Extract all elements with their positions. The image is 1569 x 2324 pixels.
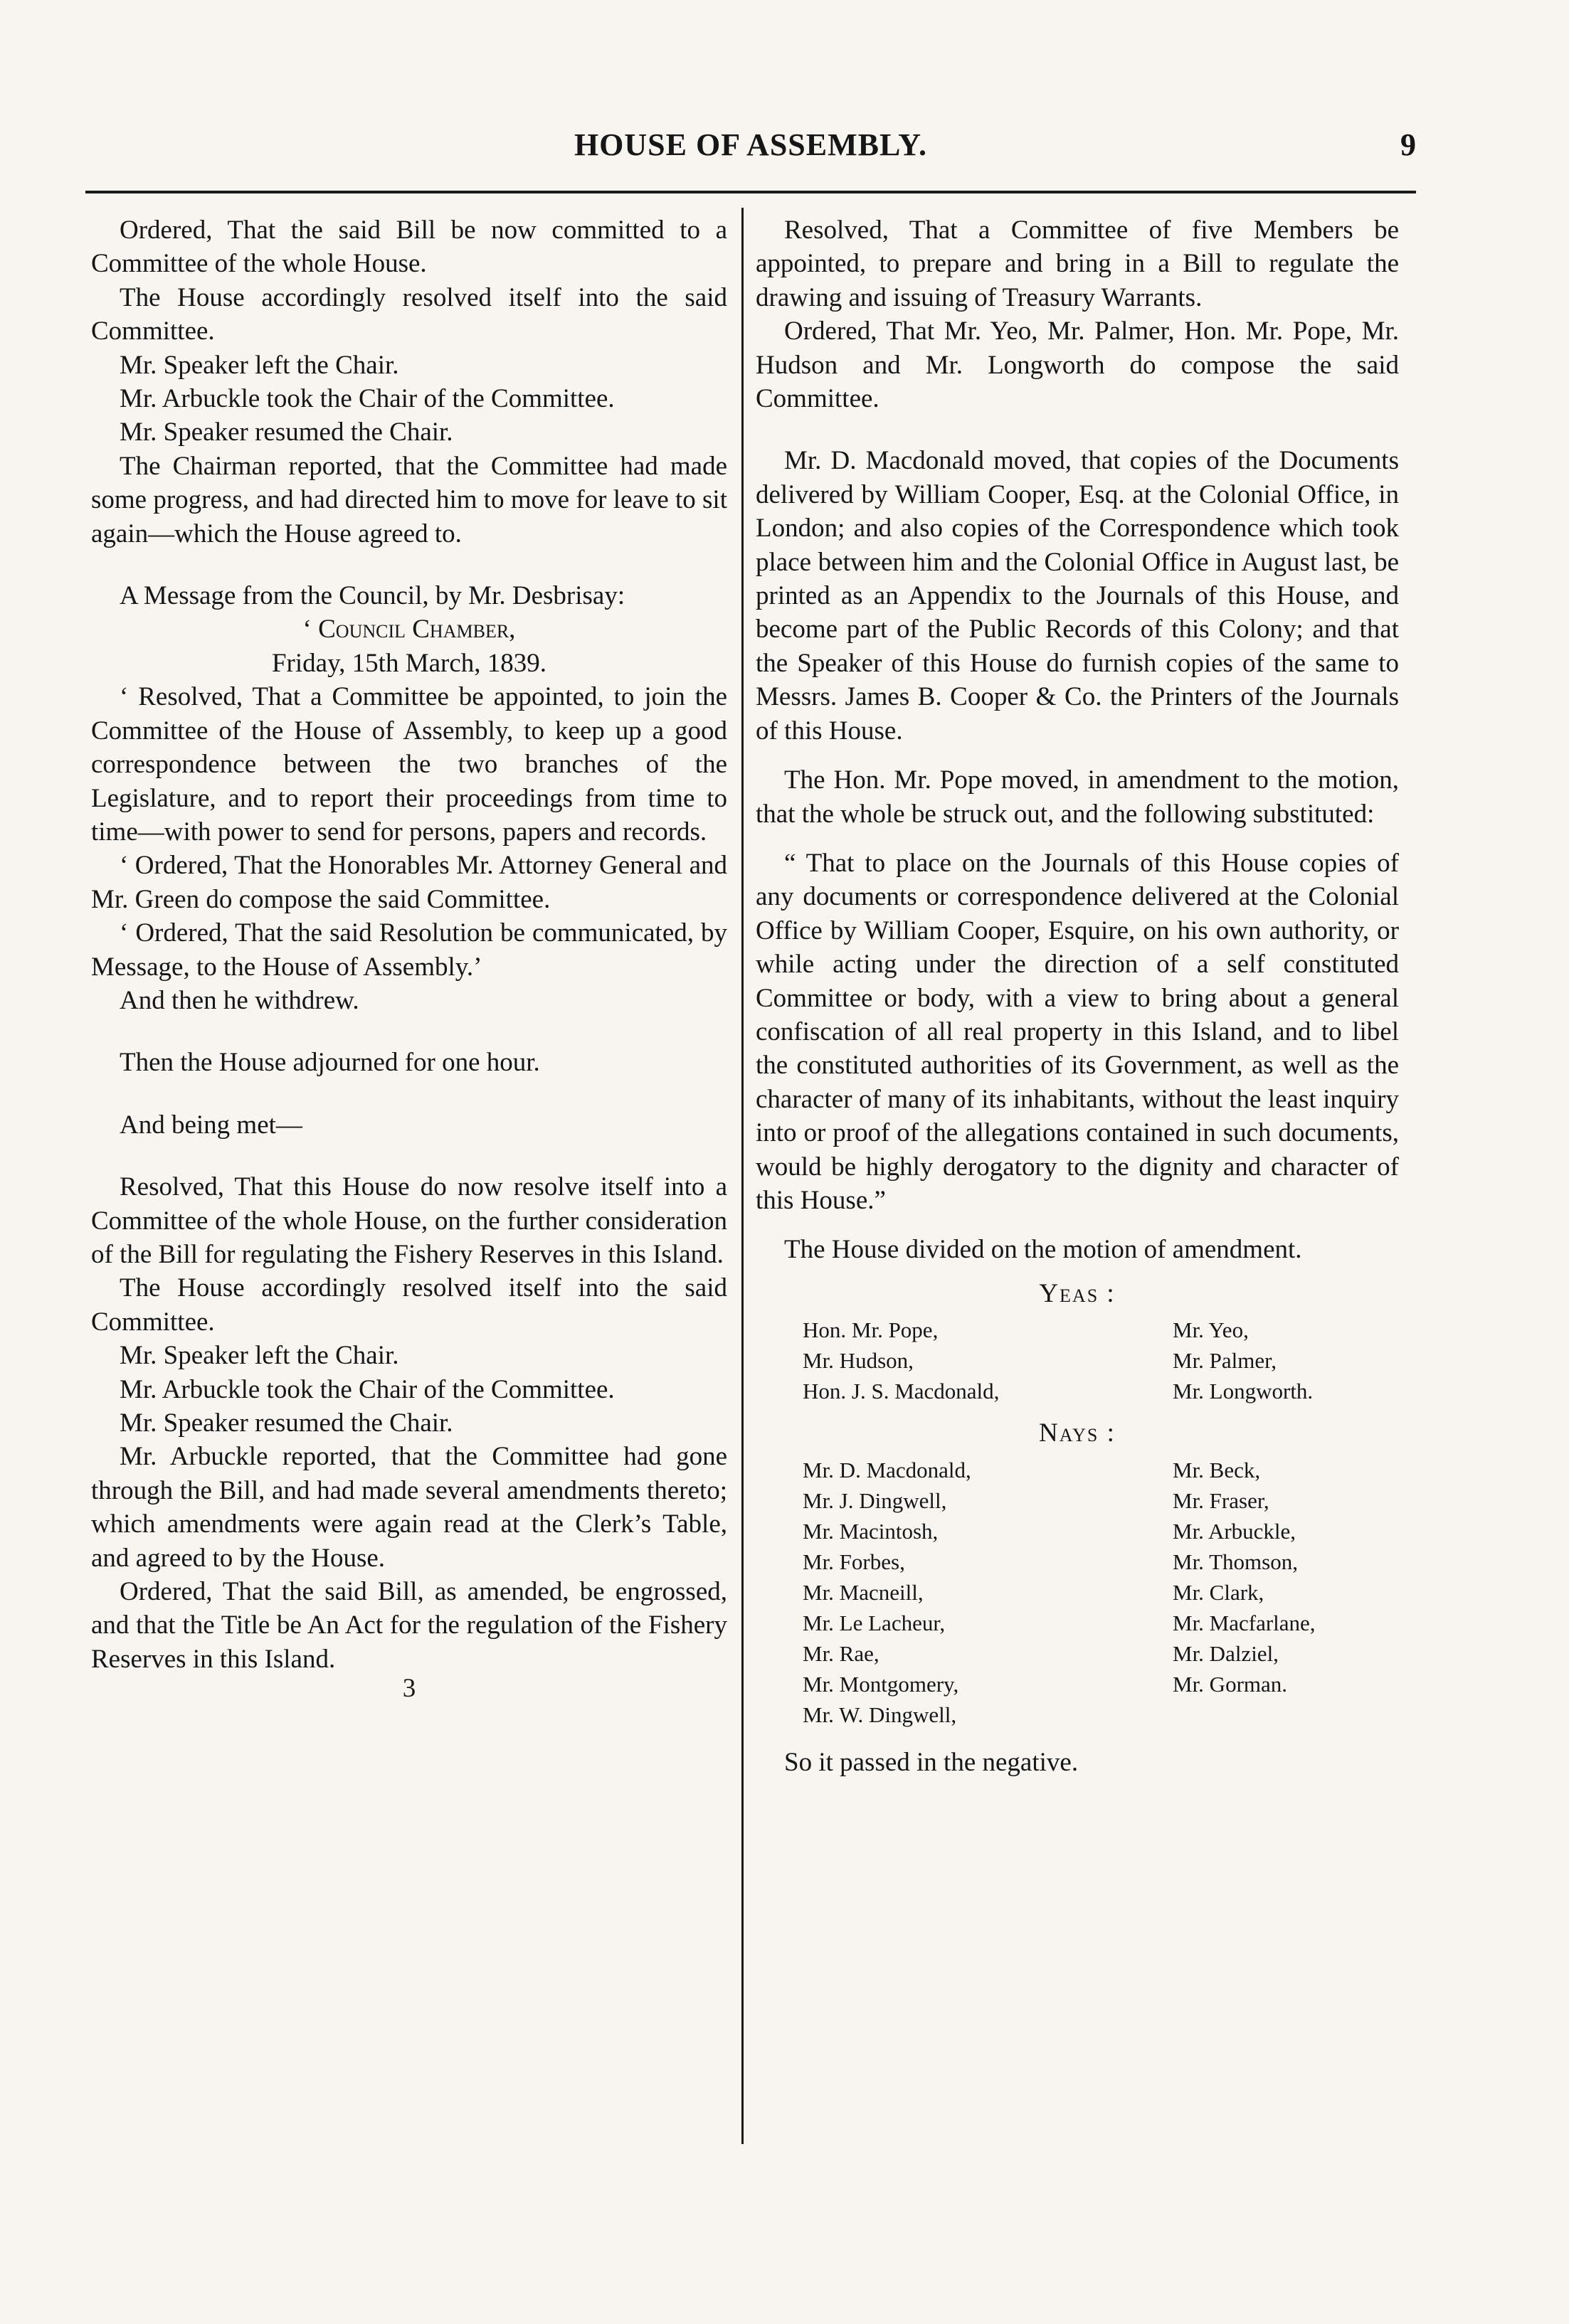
table-cell: Mr. Palmer, [1173, 1348, 1277, 1374]
table-cell: Mr. Dalziel, [1173, 1640, 1279, 1666]
paragraph: The House accordingly resolved itself into the said Committee. [91, 1273, 727, 1337]
yeas-table [756, 1315, 1399, 1406]
right-column [756, 213, 1399, 1779]
council-chamber-heading: ‘ Council Chamber, [302, 615, 516, 644]
paragraph: A Message from the Council, by Mr. Desbrisay: [120, 581, 625, 611]
paragraph: ‘ Ordered, That the Honorables Mr. Attorney General and Mr. Green do compose the said Committee. [91, 851, 727, 914]
table-cell: Mr. Gorman. [1173, 1671, 1288, 1697]
paragraph: Resolved, That this House do now resolve itself into a Committee of the whole House, on the further consideration of the Bill for regulating the Fishery Reserves in this Island. [91, 1172, 727, 1269]
paragraph: ‘ Ordered, That the said Resolution be communicated, by Message, to the House of Assembly.’ [91, 918, 727, 982]
paragraph: And then he withdrew. [120, 985, 359, 1015]
paragraph: Mr. D. Macdonald moved, that copies of the Documents delivered by William Cooper, Esq. at the Colonial Office, in London; and also copies of the Correspondence which took place between him and the Colonial Office in August last, be printed as an Appendix to the Journals of this House, and become part of the Public Records of this Colony; and that the Speaker of this House do furnish copies of the same to Messrs. James B. Cooper & Co. the Printers of the Journals of this House. [756, 446, 1399, 746]
paragraph: “ That to place on the Journals of this House copies of any documents or correspondence delivered at the Colonial Office by William Cooper, Esquire, on his own authority, or while acting under the direction of a self constituted Committee or body, with a view to bring about a general confiscation of all real property in this Island, and to libel the constituted authorities of its Government, as well as the character of many of its inhabitants, without the least inquiry into or proof of the allegations contained in such documents, would be highly derogatory to the dignity and character of this House.” [756, 848, 1399, 1215]
paragraph: The Hon. Mr. Pope moved, in amendment to the motion, that the whole be struck out, and the following substituted: [756, 765, 1399, 829]
table-row [756, 1699, 1399, 1730]
table-cell: Mr. Rae, [803, 1640, 879, 1666]
table-cell: Hon. J. S. Macdonald, [803, 1379, 1000, 1404]
table-row [756, 1376, 1399, 1406]
table-cell: Mr. Le Lacheur, [803, 1610, 946, 1635]
table-cell: Mr. Clark, [1173, 1579, 1264, 1605]
table-cell: Mr. Macneill, [803, 1579, 924, 1605]
nays-heading: Nays : [1039, 1418, 1116, 1448]
table-cell: Mr. Arbuckle, [1173, 1518, 1296, 1544]
paragraph: Resolved, That a Committee of five Members be appointed, to prepare and bring in a Bill to regulate the drawing and issuing of Treasury Warrants. [756, 216, 1399, 312]
table-cell: Mr. Hudson, [803, 1348, 914, 1374]
table-cell: Mr. D. Macdonald, [803, 1457, 971, 1482]
table-cell: Mr. Montgomery, [803, 1671, 959, 1697]
table-row [756, 1669, 1399, 1699]
paragraph: Mr. Arbuckle took the Chair of the Committee. [120, 384, 615, 414]
table-cell: Mr. Yeo, [1173, 1317, 1249, 1343]
table-row [756, 1516, 1399, 1546]
paragraph: Mr. Speaker left the Chair. [120, 350, 399, 380]
left-column [91, 213, 727, 1706]
paragraph: Ordered, That Mr. Yeo, Mr. Palmer, Hon. Mr. Pope, Mr. Hudson and Mr. Longworth do compose the said Committee. [756, 317, 1399, 414]
paragraph: The Chairman reported, that the Committee had made some progress, and had directed him to move for leave to sit again—which the House agreed to. [91, 451, 727, 548]
council-date: Friday, 15th March, 1839. [271, 648, 547, 678]
paragraph: Mr. Arbuckle took the Chair of the Committee. [120, 1374, 615, 1404]
table-cell: Mr. Fraser, [1173, 1487, 1269, 1513]
paragraph: Then the House adjourned for one hour. [120, 1048, 540, 1078]
table-cell: Mr. J. Dingwell, [803, 1487, 947, 1513]
header-rule [85, 191, 1416, 193]
paragraph: And being met— [120, 1110, 302, 1140]
table-row [756, 1315, 1399, 1345]
paragraph: Ordered, That the said Bill, as amended, be engrossed, and that the Title be An Act for the regulation of the Fishery Reserves in this Island. [91, 1577, 727, 1674]
table-row [756, 1485, 1399, 1516]
table-cell: Mr. W. Dingwell, [803, 1702, 957, 1727]
paragraph: The House accordingly resolved itself into the said Committee. [91, 282, 727, 346]
column-divider [741, 208, 744, 2144]
table-row [756, 1608, 1399, 1638]
yeas-heading: Yeas : [1039, 1278, 1116, 1308]
table-row [756, 1455, 1399, 1485]
paragraph: So it passed in the negative. [784, 1747, 1079, 1777]
table-cell: Mr. Macfarlane, [1173, 1610, 1316, 1635]
paragraph: The House divided on the motion of amendment. [784, 1235, 1302, 1265]
paragraph: Mr. Arbuckle reported, that the Committee had gone through the Bill, and had made several amendments thereto; which amendments were again read at the Clerk’s Table, and agreed to by the House. [91, 1442, 727, 1573]
nays-table [756, 1455, 1399, 1730]
page-header [85, 127, 1416, 169]
table-cell: Mr. Longworth. [1173, 1379, 1314, 1404]
table-cell: Hon. Mr. Pope, [803, 1317, 939, 1343]
table-cell [1173, 1699, 1399, 1730]
table-cell: Mr. Beck, [1173, 1457, 1261, 1482]
table-cell: Mr. Macintosh, [803, 1518, 939, 1544]
table-row [756, 1546, 1399, 1577]
table-cell: Mr. Forbes, [803, 1549, 905, 1574]
paragraph: Ordered, That the said Bill be now committed to a Committee of the whole House. [91, 216, 727, 279]
paragraph: ‘ Resolved, That a Committee be appointed, to join the Committee of the House of Assembly, to keep up a good correspondence between the two branches of the Legislature, and to report their proceedings from time to time—with power to send for persons, papers and records. [91, 682, 727, 847]
signature-mark: 3 [402, 1674, 416, 1704]
paragraph: Mr. Speaker resumed the Chair. [120, 1408, 453, 1438]
running-title: HOUSE OF ASSEMBLY. [574, 127, 928, 162]
table-row [756, 1345, 1399, 1376]
table-cell: Mr. Thomson, [1173, 1549, 1298, 1574]
table-row [756, 1638, 1399, 1669]
paragraph: Mr. Speaker left the Chair. [120, 1341, 399, 1371]
paragraph: Mr. Speaker resumed the Chair. [120, 418, 453, 447]
table-row [756, 1577, 1399, 1608]
page-number: 9 [1400, 127, 1416, 162]
